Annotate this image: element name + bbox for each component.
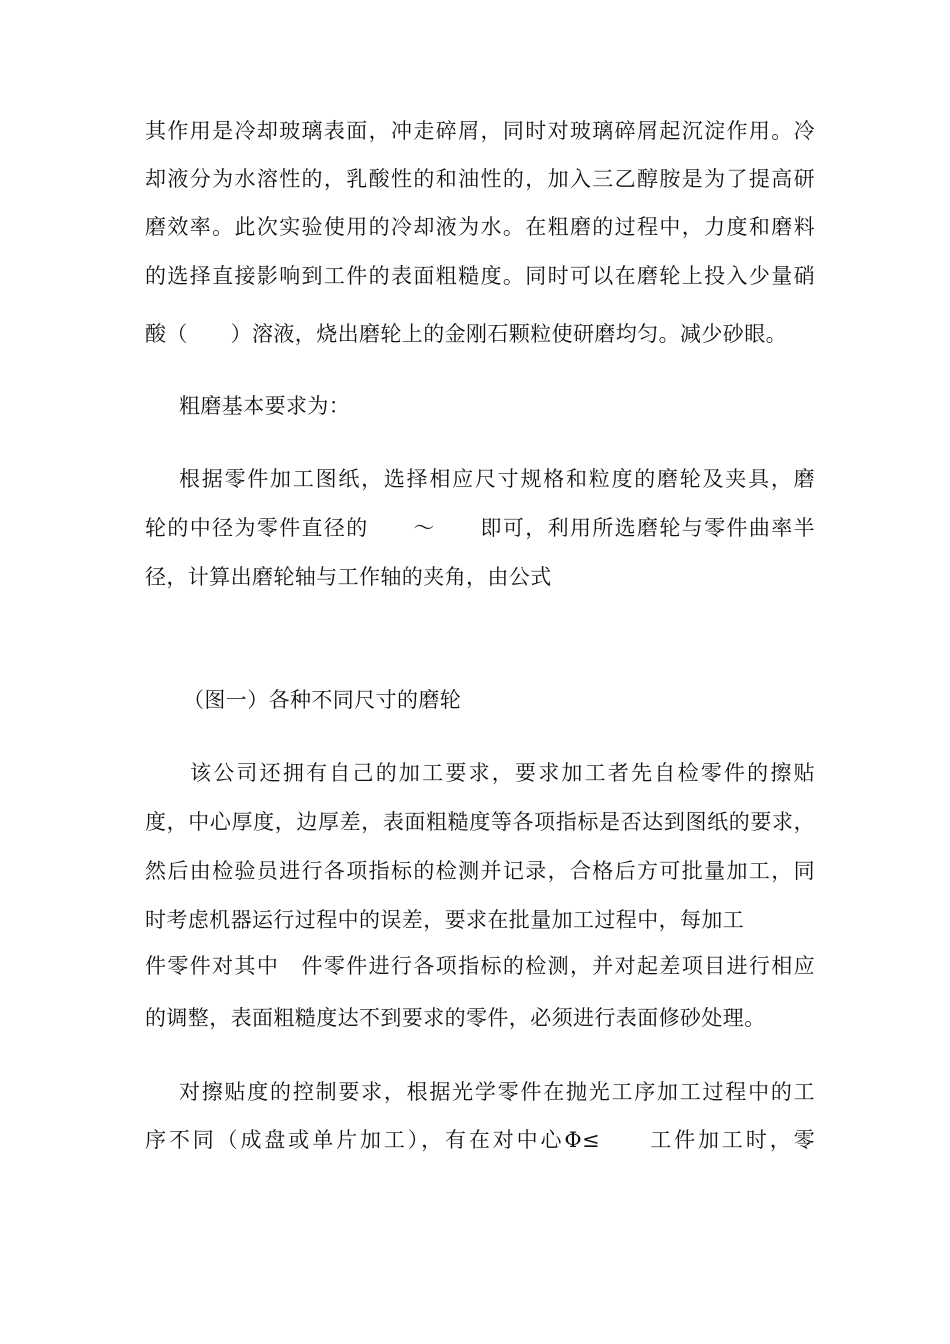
figure-caption: （图一）各种不同尺寸的磨轮	[183, 688, 462, 712]
text-line: 酸（ ）溶液，烧出磨轮上的金刚石颗粒使研磨均匀。减少砂眼。	[145, 322, 787, 346]
text-line: 轮的中径为零件直径的 ～ 即可，利用所选磨轮与零件曲率半	[145, 516, 815, 540]
text-line: 却液分为水溶性的，乳酸性的和油性的，加入三乙醇胺是为了提高研	[145, 167, 815, 191]
text-line: 然后由检验员进行各项指标的检测并记录，合格后方可批量加工，同	[145, 859, 815, 883]
text-line: 时考虑机器运行过程中的误差，要求在批量加工过程中，每加工	[145, 908, 745, 932]
text-line: 根据零件加工图纸，选择相应尺寸规格和粒度的磨轮及夹具，磨	[179, 467, 815, 491]
text-line: 其作用是冷却玻璃表面，冲走碎屑，同时对玻璃碎屑起沉淀作用。冷	[145, 119, 815, 143]
text-line: 的调整，表面粗糙度达不到要求的零件，必须进行表面修砂处理。	[145, 1006, 766, 1030]
text-line: 该公司还拥有自己的加工要求，要求加工者先自检零件的擦贴	[190, 761, 815, 785]
text-line: 磨效率。此次实验使用的冷却液为水。在粗磨的过程中，力度和磨料	[145, 215, 815, 239]
text-line: 径，计算出磨轮轴与工作轴的夹角，由公式	[145, 565, 552, 589]
section-heading: 粗磨基本要求为：	[179, 394, 351, 418]
text-line: 的选择直接影响到工件的表面粗糙度。同时可以在磨轮上投入少量硝	[145, 264, 815, 288]
text-line: 件零件对其中 件零件进行各项指标的检测，并对起差项目进行相应	[145, 954, 815, 978]
text-line: 对擦贴度的控制要求，根据光学零件在抛光工序加工过程中的工	[179, 1080, 815, 1104]
text-line: 度，中心厚度，边厚差，表面粗糙度等各项指标是否达到图纸的要求，	[145, 810, 815, 834]
text-line: 序不同（成盘或单片加工），有在对中心Φ≤ 工件加工时，零	[145, 1128, 815, 1152]
